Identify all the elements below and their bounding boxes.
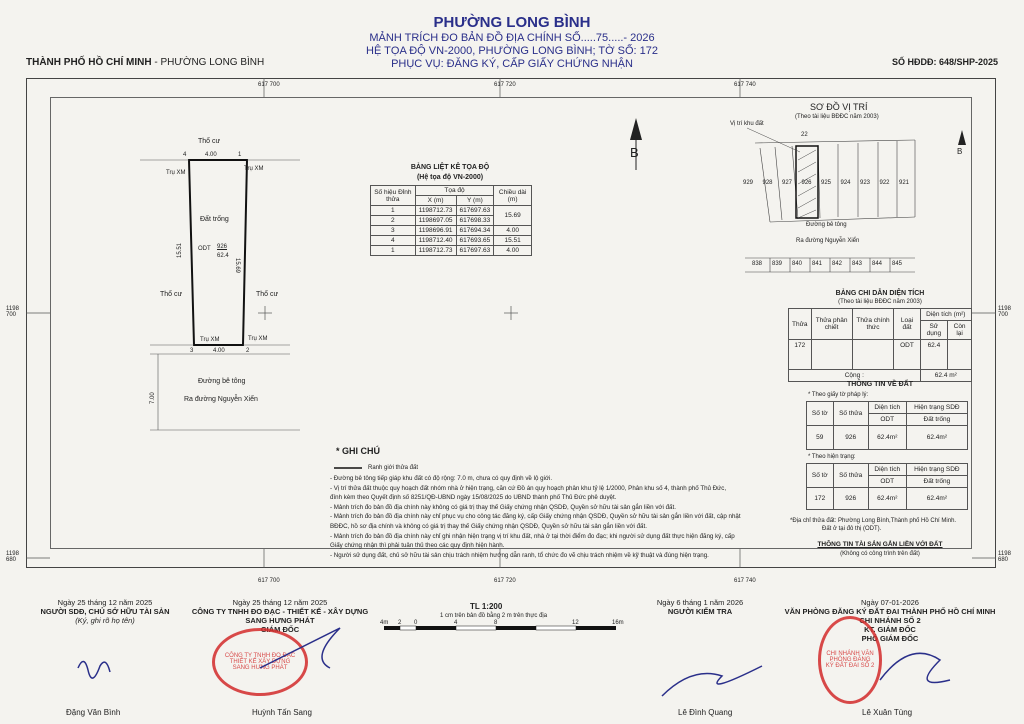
- location-parcel-number: 921: [899, 180, 910, 186]
- current-h-hientrang: Hiện trạng SDĐ: [906, 464, 967, 476]
- parcel-odt: ODT: [198, 246, 211, 252]
- assets-text: (Không có công trình trên đất): [840, 551, 920, 557]
- land-address: *Địa chỉ thửa đất: Phường Long Bình,Thành phố Hồ Chí Minh.: [790, 518, 957, 524]
- parcel-left-neighbor: Thổ cư: [160, 291, 183, 298]
- location-parcel-number: 842: [832, 261, 843, 267]
- grid-label-left-1: 1198 700: [6, 306, 19, 318]
- office-signer-name: Lê Xuân Tùng: [862, 708, 913, 717]
- office-title: VĂN PHÒNG ĐĂNG KÝ ĐẤT ĐAI THÀNH PHỐ HỒ CHÍ MINH: [784, 607, 996, 616]
- note-line: - Vị trí thửa đất thuộc quy hoạch đất nhóm nhà ở hiện trạng, căn cứ Đồ án quy hoạch phân khu tỷ lệ 1/2000, Phân khu số 4, thành phố Thủ Đức,: [330, 484, 727, 492]
- scale-title: TL 1:200: [470, 602, 503, 611]
- coord-h-y: Y (m): [456, 196, 494, 206]
- road-direction: Ra đường Nguyễn Xiển: [184, 396, 258, 403]
- grid-label-bottom-2: 617 720: [494, 578, 516, 584]
- location-parcel-number: 841: [812, 261, 823, 267]
- location-parcel-number: 845: [892, 261, 903, 267]
- parcel-right-length: 15.69: [234, 258, 240, 274]
- notes-title: * GHI CHÚ: [336, 446, 381, 456]
- legal-h-sothua: Số thửa: [833, 402, 868, 426]
- current-h-soto: Số tờ: [807, 464, 834, 488]
- note-line: - Mảnh trích đo bản đồ địa chính này chỉ ghi nhận hiện trạng vị trí khu đất, nhà ở tại thời điểm đo đạc; khi người sử dụng đất thực hiện đăng ký, cấp: [330, 532, 735, 540]
- area-h-chinh: Thửa chính thức: [852, 309, 894, 340]
- area-h-conlai: Còn lại: [948, 321, 972, 340]
- coord-h-length: Chiều dài (m): [494, 186, 532, 206]
- coord-h-x: X (m): [415, 196, 456, 206]
- location-site-label: Vị trí khu đất: [730, 121, 764, 127]
- assets-title: THÔNG TIN TÀI SẢN GẮN LIỀN VỚI ĐẤT: [817, 541, 943, 548]
- grid-label-bottom-1: 617 700: [258, 578, 280, 584]
- current-h-dientich: Diện tích: [868, 464, 906, 476]
- land-info-legal-label: * Theo giấy tờ pháp lý:: [808, 392, 869, 398]
- company-role: GIÁM ĐỐC: [260, 625, 300, 634]
- note-line: BĐĐC, hồ sơ địa chính và không có giá trị thay thế Giấy chứng nhận QSDĐ, Quyền sở hữu tài sản gắn liền với đất.: [330, 523, 647, 531]
- current-info-table: Số tờ Số thửa Diện tích Hiện trạng SDĐ ODT Đất trống 172 926 62.4m² 62.4m²: [806, 463, 968, 510]
- table-row: 4 1198712.40 617693.65 15.51: [371, 236, 532, 246]
- parcel-area: 62.4: [217, 253, 229, 259]
- map-extract-title: MẢNH TRÍCH ĐO BẢN ĐỒ ĐỊA CHÍNH SỐ.....75.....- 2026: [369, 32, 655, 44]
- note-line: - Đường bê tông tiếp giáp khu đất có độ rộng: 7.0 m, chưa có quy định về lộ giới.: [330, 475, 553, 482]
- table-row: 3 1198696.91 617694.34 4.00: [371, 226, 532, 236]
- office-date: Ngày 07-01-2026: [861, 598, 919, 607]
- company-signer-name: Huỳnh Tấn Sang: [252, 708, 312, 717]
- area-h-chiet: Thửa phân chiết: [811, 309, 852, 340]
- owner-title: NGƯỜI SDĐ, CHỦ SỞ HỮU TÀI SẢN: [40, 607, 170, 616]
- parcel-left-length: 15.51: [177, 242, 183, 258]
- owner-note: (Ký, ghi rõ họ tên): [75, 616, 135, 625]
- office-role-1: KT. GIÁM ĐỐC: [864, 625, 916, 634]
- company-title: CÔNG TY TNHH ĐO ĐẠC - THIẾT KẾ - XÂY DỰNG: [191, 607, 369, 616]
- table-row: Cộng : 62.4 m²: [789, 370, 972, 382]
- location-parcel-number: 924: [840, 180, 851, 186]
- table-row: 1 1198712.73 617697.63 15.69: [371, 206, 532, 216]
- area-h-thua: Thửa: [789, 309, 812, 340]
- grid-label-top-1: 617 700: [258, 82, 280, 88]
- parcel-top-neighbor: Thổ cư: [198, 138, 221, 145]
- legal-h-dientich: Diện tích: [868, 402, 906, 414]
- table-row: 172 926 62.4m² 62.4m²: [807, 488, 968, 510]
- legal-h-soto: Số tờ: [807, 402, 834, 426]
- location-parcel-number: 928: [762, 180, 773, 186]
- tru-xm-top-right: Trụ XM: [244, 166, 264, 172]
- corner-2: 2: [246, 348, 250, 354]
- location-parcel-number: 843: [852, 261, 863, 267]
- note-line: - Mảnh trích đo bản đồ địa chính này chỉ phục vụ cho công tác đăng ký, cấp Giấy chứng nhận QSDĐ, Quyền sở hữu tài sản gắn liền với đất, cập nhật: [330, 513, 741, 521]
- road-label: Đường bê tông: [198, 378, 246, 385]
- contract-number: SỐ HĐDĐ: 648/SHP-2025: [891, 57, 998, 67]
- scale-tick: 4m: [380, 620, 389, 626]
- company-name: SANG HƯNG PHÁT: [245, 616, 315, 625]
- land-urban-type: Đất ở tại đô thị (ODT).: [822, 526, 882, 532]
- grid-label-right-1: 1198 700: [998, 306, 1011, 318]
- area-h-sudung: Sử dụng: [920, 321, 948, 340]
- coord-table-title: BẢNG LIỆT KÊ TỌA ĐỘ: [410, 164, 490, 171]
- tru-xm-top-left: Trụ XM: [166, 170, 186, 176]
- land-info-current-label: * Theo hiện trạng:: [808, 454, 856, 460]
- corner-3: 3: [190, 348, 194, 354]
- coord-table-subtitle: (Hệ tọa độ VN-2000): [416, 174, 484, 181]
- location-parcel-number: 839: [772, 261, 783, 267]
- current-h-sothua: Số thửa: [833, 464, 868, 488]
- scale-description: 1 cm trên bản đồ bằng 2 m trên thực địa: [440, 613, 548, 619]
- grid-label-top-2: 617 720: [494, 82, 516, 88]
- location-road: Đường bê tông: [806, 222, 847, 228]
- land-info-title: THÔNG TIN VỀ ĐẤT: [846, 381, 914, 388]
- parcel-right-neighbor: Thổ cư: [256, 291, 279, 298]
- location-parcel-number: 927: [782, 180, 793, 186]
- location-map-subtitle: (Theo tài liệu BĐĐC năm 2003): [795, 114, 879, 120]
- area-table-subtitle: (Theo tài liệu BĐĐC năm 2003): [838, 299, 922, 305]
- ward-title: PHƯỜNG LONG BÌNH: [433, 14, 591, 31]
- location-map-title: SƠ ĐỒ VỊ TRÍ: [810, 102, 868, 112]
- city-name: THÀNH PHỐ HỒ CHÍ MINH: [26, 57, 152, 68]
- office-branch: CHI NHÁNH SỐ 2: [859, 616, 921, 625]
- location-parcel-number: 840: [792, 261, 803, 267]
- location-parcel-number: 929: [743, 180, 754, 186]
- checker-title: NGƯỜI KIỂM TRA: [667, 607, 733, 616]
- company-stamp: CÔNG TY TNHH ĐO ĐẠC THIẾT KẾ XÂY DỰNG SANG HƯNG PHÁT: [212, 628, 308, 696]
- road-width: 7.00: [150, 392, 156, 404]
- note-line: - Mảnh trích đo bản đồ địa chính này không có giá trị thay thế Giấy chứng nhận QSDĐ, Quyền sở hữu tài sản gắn liền với đất.: [330, 503, 676, 511]
- checker-name: Lê Đình Quang: [678, 708, 733, 717]
- notes-legend: Ranh giới thửa đất: [368, 465, 418, 471]
- location-north-label: B: [957, 147, 963, 156]
- grid-label-bottom-3: 617 740: [734, 578, 756, 584]
- owner-date: Ngày 25 tháng 12 năm 2025: [57, 598, 153, 607]
- ward-name: - PHƯỜNG LONG BÌNH: [151, 57, 265, 68]
- north-label: B: [630, 145, 639, 160]
- corner-4: 4: [183, 152, 187, 158]
- legal-h-hientrang: Hiện trạng SDĐ: [906, 402, 967, 414]
- corner-1: 1: [238, 152, 242, 158]
- area-h-loai: Loại đất: [894, 309, 920, 340]
- table-row: 59 926 62.4m² 62.4m²: [807, 426, 968, 450]
- scale-tick: 0: [414, 620, 418, 626]
- parcel-top-width: 4.00: [205, 152, 217, 158]
- purpose-line: PHỤC VỤ: ĐĂNG KÝ, CẤP GIẤY CHỨNG NHẬN: [391, 58, 633, 70]
- note-line: - Người sử dụng đất, chủ sở hữu tài sản chịu trách nhiệm hướng dẫn ranh, tổ chức đo vẽ chịu trách nhiệm về kỹ thuật và đúng hiện trạng.: [330, 551, 709, 559]
- note-line: Giấy chứng nhận thì phải tuân thủ theo các quy định hiện hành.: [330, 542, 505, 550]
- owner-name: Đặng Văn Bình: [66, 708, 121, 717]
- coord-h-coord: Tọa độ: [415, 186, 494, 196]
- grid-label-right-2: 1198 680: [998, 551, 1011, 563]
- table-row: 172 ODT 62.4: [789, 340, 972, 370]
- coordinate-system-line: HỆ TỌA ĐỘ VN-2000, PHƯỜNG LONG BÌNH; TỜ SỐ: 172: [366, 45, 658, 57]
- area-table-title: BẢNG CHI DẪN DIỆN TÍCH: [835, 290, 925, 297]
- tru-xm-bottom-left: Trụ XM: [200, 337, 220, 343]
- office-stamp: CHI NHÁNH VĂN PHÒNG ĐĂNG KÝ ĐẤT ĐAI SỐ 2: [818, 616, 882, 704]
- location-road-direction: Ra đường Nguyễn Xiển: [796, 238, 860, 244]
- scale-tick: 12: [572, 620, 579, 626]
- company-date: Ngày 25 tháng 12 năm 2025: [232, 598, 328, 607]
- coord-h-point: Số hiệu Đỉnh thửa: [371, 186, 416, 206]
- location-parcel-number: 923: [860, 180, 871, 186]
- checker-date: Ngày 6 tháng 1 năm 2026: [656, 598, 744, 607]
- location-parcel-number: 926: [801, 180, 812, 186]
- office-role-2: PHÓ GIÁM ĐỐC: [861, 634, 919, 643]
- scale-tick: 4: [454, 620, 458, 626]
- grid-label-top-3: 617 740: [734, 82, 756, 88]
- location-parcel-22: 22: [801, 132, 808, 138]
- scale-tick: 8: [494, 620, 498, 626]
- tru-xm-bottom-right: Trụ XM: [248, 336, 268, 342]
- location-parcel-number: 844: [872, 261, 883, 267]
- parcel-number: 926: [217, 244, 228, 250]
- parcel-land-status: Đất trống: [200, 216, 229, 223]
- legal-info-table: Số tờ Số thửa Diện tích Hiện trạng SDĐ ODT Đất trống 59 926 62.4m² 62.4m²: [806, 401, 968, 450]
- scale-tick: 16m: [612, 620, 624, 626]
- table-row: 2 1198697.05 617698.33: [371, 216, 532, 226]
- parcel-bottom-width: 4.00: [213, 348, 225, 354]
- grid-label-left-2: 1198 680: [6, 551, 19, 563]
- table-row: 1 1198712.73 617697.63 4.00: [371, 246, 532, 256]
- area-h-dientich: Diện tích (m²): [920, 309, 971, 321]
- location-parcel-number: 922: [879, 180, 890, 186]
- scale-tick: 2: [398, 620, 402, 626]
- note-line: đính kèm theo Quyết định số 8251/QĐ-UBND ngày 15/08/2025 do UBND thành phố Thủ Đức phê duyệt.: [330, 494, 617, 502]
- location-parcel-number: 838: [752, 261, 763, 267]
- location-parcel-number: 925: [821, 180, 832, 186]
